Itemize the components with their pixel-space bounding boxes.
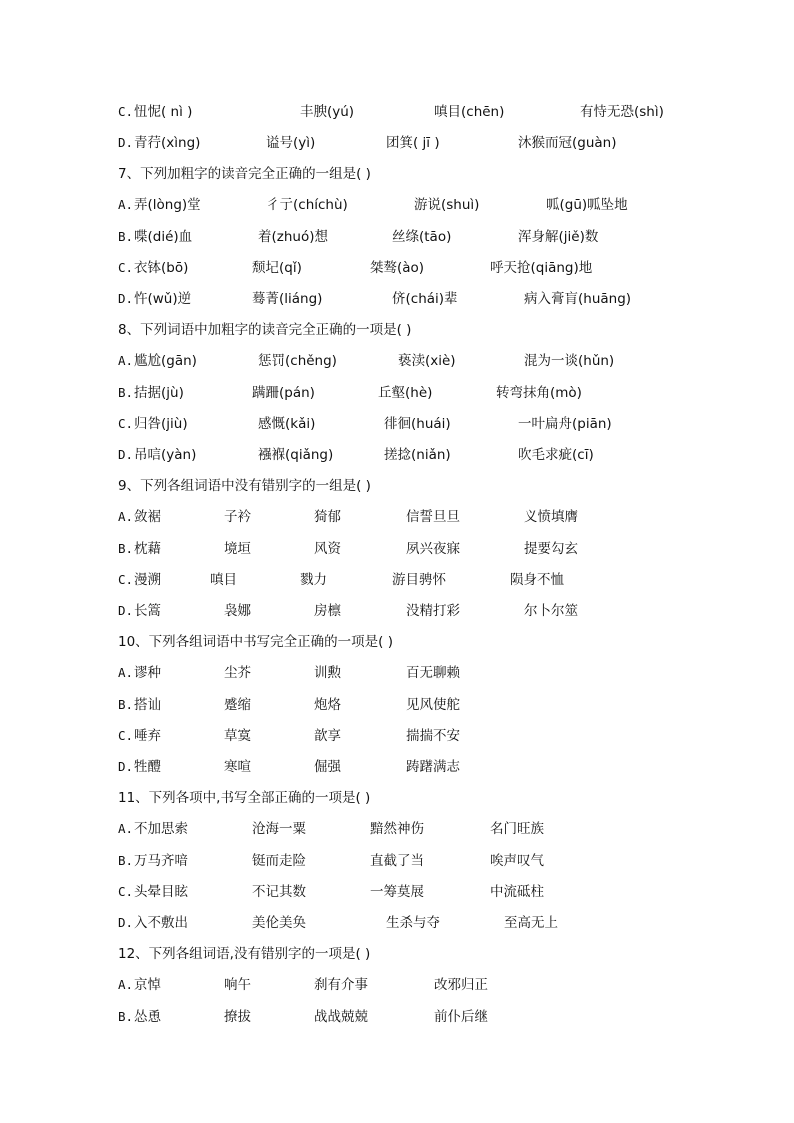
option-item: 入不敷出 [134,915,188,931]
option-item: 房檩 [314,603,341,619]
option-item: 百无聊赖 [406,665,460,681]
option-item: 响午 [224,977,251,993]
option-item: 桀骜(ào) [370,260,425,276]
option-letter: A. [118,977,134,992]
question-stem: 7、下列加粗字的读音完全正确的一组是( ) [118,166,371,182]
q7-option-c [0,257,794,279]
option-letter: B. [118,1009,134,1024]
option-item: 彳亍(chíchù) [266,197,348,213]
option-item: 忸怩( nì ) [134,104,193,120]
option-item: 头晕目眩 [134,884,188,900]
option-item: 着(zhuó)想 [258,229,328,245]
option-item: 亵渎(xiè) [398,353,456,369]
option-item: 见风使舵 [406,697,460,713]
option-item: 改邪归正 [434,977,488,993]
option-letter: D. [118,291,134,306]
q8-stem [0,319,794,341]
option-item: 踌躇满志 [406,759,460,775]
option-item: 吹毛求疵(cī) [518,447,594,463]
option-item: 游说(shuì) [414,197,480,213]
q10-stem [0,631,794,653]
option-item: 袅娜 [224,603,251,619]
option-item: 蹙缩 [224,697,251,713]
question-stem: 10、下列各组词语中书写完全正确的一项是( ) [118,634,394,650]
option-item: 枕藉 [134,541,161,557]
option-letter: B. [118,385,134,400]
q6-option-d [0,132,794,154]
option-item: 蓦菁(liáng) [252,291,323,307]
question-stem: 12、下列各组词语,没有错别字的一项是( ) [118,946,371,962]
option-item: 撩拔 [224,1009,251,1025]
option-item: 漫溯 [134,572,161,588]
option-letter: B. [118,697,134,712]
option-item: 丰腴(yú) [300,104,355,120]
option-item: 戮力 [300,572,327,588]
question-stem: 8、下列词语中加粗字的读音完全正确的一项是( ) [118,322,412,338]
option-item: 牲醴 [134,759,161,775]
option-item: 刹有介事 [314,977,368,993]
option-item: 生杀与夺 [386,915,440,931]
option-item: 嗔目 [210,572,237,588]
option-letter: C. [118,104,134,119]
option-letter: D. [118,759,134,774]
q8-option-b [0,382,794,404]
option-item: 弄(lòng)堂 [134,197,201,213]
option-item: 风资 [314,541,341,557]
option-letter: B. [118,541,134,556]
q7-option-a [0,194,794,216]
q8-option-d [0,444,794,466]
option-item: 一筹莫展 [370,884,424,900]
q9-stem [0,475,794,497]
q7-option-b [0,226,794,248]
option-item: 丘壑(hè) [378,385,433,401]
q6-option-c [0,101,794,123]
option-item: 混为一谈(hǔn) [524,353,615,369]
q9-option-b [0,538,794,560]
option-letter: A. [118,821,134,836]
option-item: 揣揣不安 [406,728,460,744]
option-item: 沧海一粟 [252,821,306,837]
option-letter: B. [118,229,134,244]
q12-stem [0,943,794,965]
option-item: 搭讪 [134,697,161,713]
option-item: 转弯抹角(mò) [496,385,582,401]
q10-option-d [0,756,794,778]
option-item: 怂恿 [134,1009,161,1025]
option-letter: C. [118,260,134,275]
option-item: 前仆后继 [434,1009,488,1025]
option-item: 义愤填膺 [524,509,578,525]
option-item: 信誓旦旦 [406,509,460,525]
option-letter: D. [118,447,134,462]
option-item: 炮烙 [314,697,341,713]
option-letter: A. [118,665,134,680]
option-item: 病入膏肓(huāng) [524,291,632,307]
option-item: 颓圮(qǐ) [252,260,302,276]
option-letter: C. [118,572,134,587]
option-item: 蹒跚(pán) [252,385,315,401]
question-stem: 11、下列各项中,书写全部正确的一项是( ) [118,790,371,806]
option-item: 呼天抢(qiāng)地 [490,260,593,276]
option-item: 谬种 [134,665,161,681]
option-item: 直截了当 [370,853,424,869]
option-item: 尴尬(gān) [134,353,197,369]
option-item: 团箕( jī ) [386,135,440,151]
option-item: 侪(chái)辈 [392,291,458,307]
option-item: 尔卜尔筮 [524,603,578,619]
option-item: 敛裾 [134,509,161,525]
q10-option-c [0,725,794,747]
option-item: 训勲 [314,665,341,681]
option-item: 喋(dié)血 [134,229,193,245]
option-item: 寒喧 [224,759,251,775]
q8-option-a [0,350,794,372]
option-item: 唾弃 [134,728,161,744]
option-item: 京悼 [134,977,161,993]
option-letter: A. [118,509,134,524]
option-item: 沐猴而冠(guàn) [518,135,617,151]
q7-option-d [0,288,794,310]
option-letter: D. [118,135,134,150]
option-item: 谥号(yì) [266,135,316,151]
option-letter: C. [118,884,134,899]
option-item: 陨身不恤 [510,572,564,588]
option-item: 夙兴夜寐 [406,541,460,557]
q11-option-a [0,818,794,840]
option-item: 境垣 [224,541,251,557]
option-item: 感慨(kǎi) [258,416,316,432]
option-item: 不记其数 [252,884,306,900]
option-item: 提要勾玄 [524,541,578,557]
option-letter: C. [118,728,134,743]
q11-stem [0,787,794,809]
option-letter: B. [118,853,134,868]
option-item: 忤(wǔ)逆 [134,291,192,307]
option-item: 倔强 [314,759,341,775]
option-item: 惩罚(chěng) [258,353,337,369]
option-item: 长篙 [134,603,161,619]
option-item: 不加思索 [134,821,188,837]
q9-option-a [0,506,794,528]
option-item: 有恃无恐(shì) [580,104,664,120]
option-item: 衣钵(bō) [134,260,189,276]
q11-option-c [0,881,794,903]
q12-option-b [0,1006,794,1028]
option-item: 搓捻(niǎn) [384,447,451,463]
q8-option-c [0,413,794,435]
option-item: 草寞 [224,728,251,744]
option-item: 战战兢兢 [314,1009,368,1025]
option-item: 游目骋怀 [392,572,446,588]
q11-option-b [0,850,794,872]
option-item: 子衿 [224,509,251,525]
option-item: 万马齐喑 [134,853,188,869]
option-item: 黯然神伤 [370,821,424,837]
q9-option-d [0,600,794,622]
q10-option-b [0,694,794,716]
option-item: 唉声叹气 [490,853,544,869]
option-item: 没精打彩 [406,603,460,619]
option-letter: C. [118,416,134,431]
option-letter: D. [118,915,134,930]
option-item: 归咎(jiù) [134,416,188,432]
option-item: 丝绦(tāo) [392,229,452,245]
option-item: 铤而走险 [252,853,306,869]
question-stem: 9、下列各组词语中没有错别字的一组是( ) [118,478,371,494]
option-letter: A. [118,197,134,212]
option-item: 嗔目(chēn) [434,104,505,120]
option-item: 青荇(xìng) [134,135,201,151]
option-item: 尘芥 [224,665,251,681]
option-item: 徘徊(huái) [384,416,451,432]
option-item: 至高无上 [504,915,558,931]
option-item: 襁褓(qiǎng) [258,447,334,463]
q7-stem [0,163,794,185]
option-item: 呱(gū)呱坠地 [546,197,628,213]
option-item: 猗郁 [314,509,341,525]
option-item: 拮据(jù) [134,385,184,401]
option-item: 中流砥柱 [490,884,544,900]
option-item: 名门旺族 [490,821,544,837]
option-item: 浑身解(jiě)数 [518,229,599,245]
q12-option-a [0,974,794,996]
option-letter: A. [118,353,134,368]
option-item: 一叶扁舟(piān) [518,416,612,432]
option-item: 美伦美奂 [252,915,306,931]
q9-option-c [0,569,794,591]
option-letter: D. [118,603,134,618]
q10-option-a [0,662,794,684]
option-item: 吊唁(yàn) [134,447,197,463]
option-item: 歆享 [314,728,341,744]
q11-option-d [0,912,794,934]
